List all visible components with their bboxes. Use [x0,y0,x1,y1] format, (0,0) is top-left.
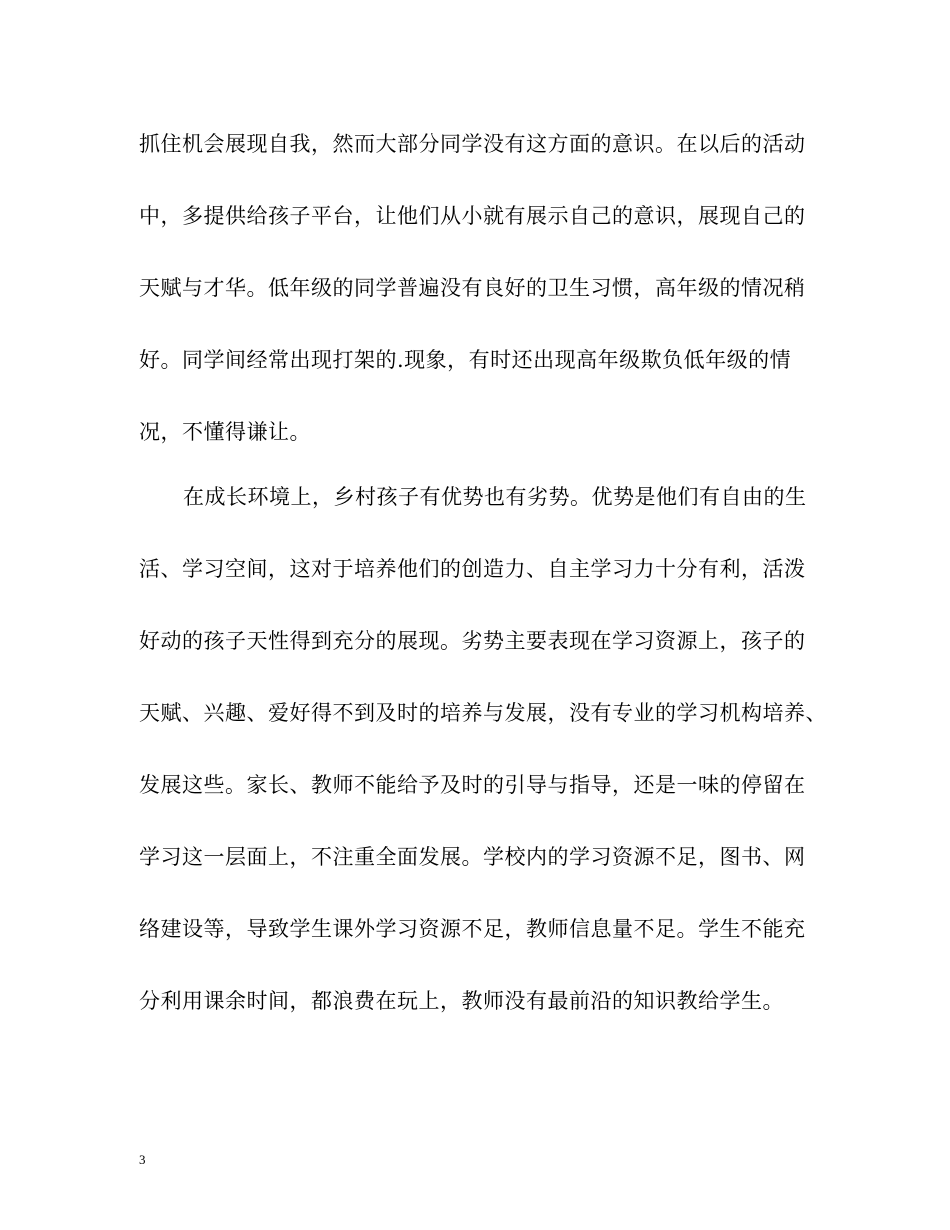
text-line: 抓住机会展现自我，然而大部分同学没有这方面的意识。在以后的活动 [139,132,806,156]
text-line: 况，不懂得谦让。 [139,420,311,444]
text-line: 天赋与才华。低年级的同学普遍没有良好的卫生习惯，高年级的情况稍 [139,276,806,300]
text-line: 好动的孩子天性得到充分的展现。劣势主要表现在学习资源上，孩子的 [139,629,806,653]
text-line: 学习这一层面上，不注重全面发展。学校内的学习资源不足，图书、网 [139,845,806,869]
text-line: 中，多提供给孩子平台，让他们从小就有展示自己的意识，展现自己的 [139,204,806,228]
text-line: 天赋、兴趣、爱好得不到及时的培养与发展，没有专业的学习机构培养、 [139,701,827,725]
text-line: 分利用课余时间，都浪费在玩上，教师没有最前沿的知识教给学生。 [139,989,784,1013]
paragraph-first-line: 在成长环境上，乡村孩子有优势也有劣势。优势是他们有自由的生 [183,485,807,509]
text-line: 活、学习空间，这对于培养他们的创造力、自主学习力十分有利，活泼 [139,557,806,581]
text-line: 络建设等，导致学生课外学习资源不足，教师信息量不足。学生不能充 [139,917,806,941]
text-line: 好。同学间经常出现打架的.现象，有时还出现高年级欺负低年级的情 [139,348,792,372]
page-number: 3 [139,1152,146,1167]
text-line: 发展这些。家长、教师不能给予及时的引导与指导，还是一味的停留在 [139,773,806,797]
